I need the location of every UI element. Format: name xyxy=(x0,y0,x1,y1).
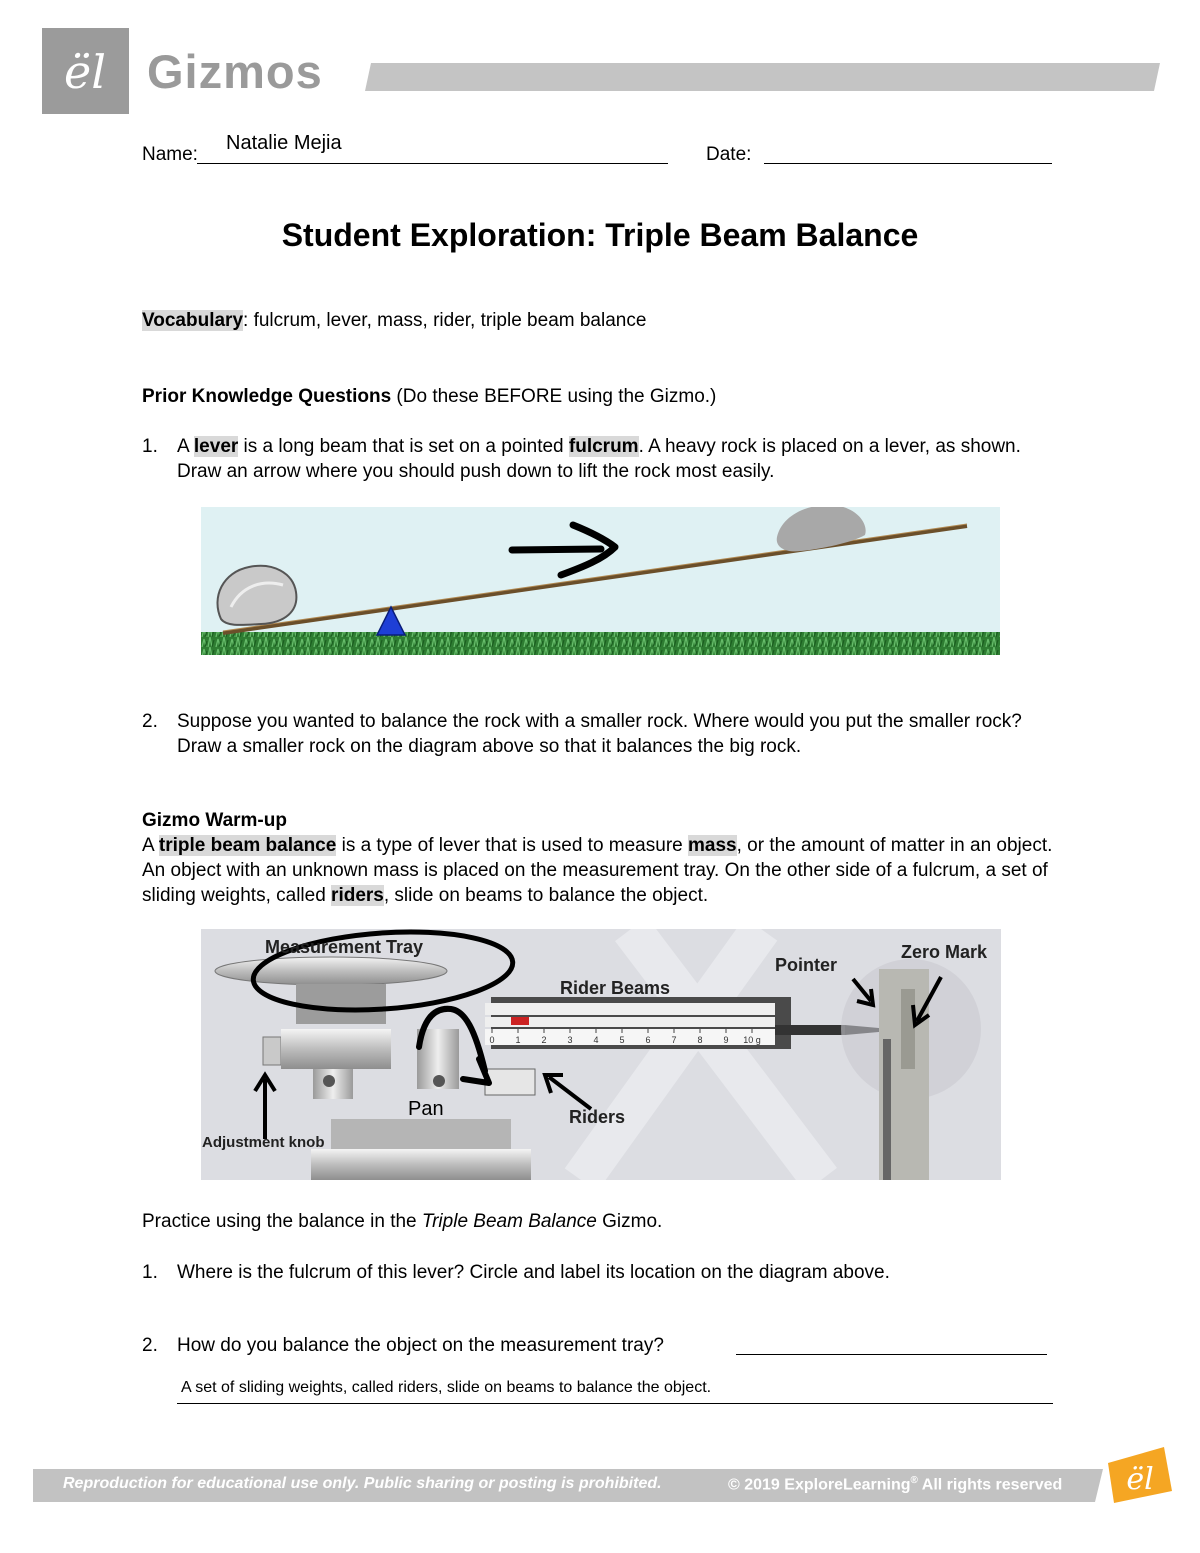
scale-tick-label: 7 xyxy=(671,1035,677,1045)
brand-title: Gizmos xyxy=(147,45,323,98)
q-number: 1. xyxy=(142,436,158,457)
warmup-heading: Gizmo Warm-up xyxy=(142,810,287,831)
scale-tick-label: 9 xyxy=(723,1035,729,1045)
rider-beam-top xyxy=(485,1003,775,1015)
practice-intro: Practice using the balance in the Triple Beam Balance Gizmo. xyxy=(142,1211,663,1232)
explorelearning-logo xyxy=(42,28,129,114)
header-bar xyxy=(365,63,1160,91)
date-field[interactable] xyxy=(764,143,1052,164)
answer-line-1[interactable] xyxy=(736,1334,1047,1355)
rider-weight xyxy=(485,1069,535,1095)
footer-disclaimer: Reproduction for educational use only. Public sharing or posting is prohibited. xyxy=(63,1475,662,1492)
base-block xyxy=(331,1119,511,1149)
keyword-triple-beam-balance: triple beam balance xyxy=(158,835,337,856)
label-pan-handwritten: Pan xyxy=(408,1098,444,1120)
prior-heading-note: (Do these BEFORE using the Gizmo.) xyxy=(391,386,717,407)
scale-tick-label: 4 xyxy=(593,1035,599,1045)
label-riders: Riders xyxy=(569,1107,626,1127)
scale-tick-label: 0 xyxy=(489,1035,495,1045)
page-title: Student Exploration: Triple Beam Balance xyxy=(281,217,919,253)
q-text: How do you balance the object on the measurement tray? xyxy=(177,1335,664,1356)
label-adjustment-knob: Adjustment knob xyxy=(202,1134,325,1151)
label-rider-beams: Rider Beams xyxy=(560,978,671,998)
name-value: Natalie Mejia xyxy=(226,132,342,154)
q-number: 2. xyxy=(142,711,158,732)
keyword-mass: mass xyxy=(688,835,737,856)
vocabulary-line xyxy=(142,308,646,333)
triple-beam-balance-diagram xyxy=(201,929,1001,1180)
svg-text:ël: ël xyxy=(1126,1462,1154,1497)
prior-question-1 xyxy=(142,434,1062,484)
gizmo-name: Triple Beam Balance xyxy=(421,1211,597,1232)
date-label: Date: xyxy=(706,144,752,165)
scale-tick-label: 1 xyxy=(515,1035,521,1045)
answer-text: A set of sliding weights, called riders, slide on beams to balance the object. xyxy=(181,1379,712,1396)
q-text: Where is the fulcrum of this lever? Circle and label its location on the diagram above. xyxy=(177,1262,890,1283)
scale-tick-label: 3 xyxy=(567,1035,573,1045)
warmup-section: Gizmo Warm-up A triple beam balance is a type of lever that is used to measure mass, or the amount of matter in an object. An object with an unknown mass is placed on the measurement tray. On the other side of a fulcrum, a set of sliding weights, called riders, slide on beams to balance the object. xyxy=(142,808,1062,908)
rider-beam-scale xyxy=(485,1029,775,1045)
scale-tick-label: 6 xyxy=(645,1035,651,1045)
q-number: 1. xyxy=(142,1262,158,1283)
scale-tick-label: 8 xyxy=(697,1035,703,1045)
label-measurement-tray: Measurement Tray xyxy=(265,937,424,957)
scale-tick-label: 5 xyxy=(619,1035,625,1045)
rider-marker xyxy=(511,1017,529,1025)
label-pointer: Pointer xyxy=(775,955,838,975)
scale-tick-label: 10 g xyxy=(743,1035,761,1045)
name-label: Name: xyxy=(142,144,198,165)
practice-question-1 xyxy=(142,1260,1062,1285)
q-text: Suppose you wanted to balance the rock with a smaller rock. Where would you put the smaller rock? Draw a smaller rock on the diagram above so that it balances the big rock. xyxy=(177,711,1022,757)
footer-copyright: © 2019 ExploreLearning® All rights reserved xyxy=(728,1475,1063,1494)
balance-base xyxy=(311,1149,531,1180)
prior-question-2 xyxy=(142,709,1062,759)
q-text: A lever is a long beam that is set on a pointed fulcrum. A heavy rock is placed on a lever, as shown. Draw an arrow where you should push down to lift the rock most easily. xyxy=(177,436,1021,482)
measurement-tray xyxy=(215,957,447,985)
keyword-lever: lever xyxy=(193,436,239,457)
vocabulary-terms: : fulcrum, lever, mass, rider, triple beam balance xyxy=(243,310,647,331)
prior-knowledge-heading xyxy=(142,384,716,409)
vocabulary-label: Vocabulary xyxy=(142,310,244,331)
grass-ground xyxy=(201,632,1000,655)
scale-tick-label: 2 xyxy=(541,1035,547,1045)
svg-text:ël: ël xyxy=(64,45,106,99)
pointer-arm xyxy=(775,1025,845,1035)
tray-support xyxy=(296,984,386,1024)
lever-diagram xyxy=(201,507,1000,655)
prior-heading-text: Prior Knowledge Questions xyxy=(142,386,392,407)
keyword-riders: riders xyxy=(331,885,384,906)
explorelearning-el-icon xyxy=(42,28,129,114)
explorelearning-corner-icon xyxy=(1100,1445,1175,1505)
q-number: 2. xyxy=(142,1335,158,1356)
keyword-fulcrum: fulcrum xyxy=(568,436,639,457)
adjustment-knob xyxy=(263,1037,281,1065)
label-zero-mark: Zero Mark xyxy=(901,942,988,962)
